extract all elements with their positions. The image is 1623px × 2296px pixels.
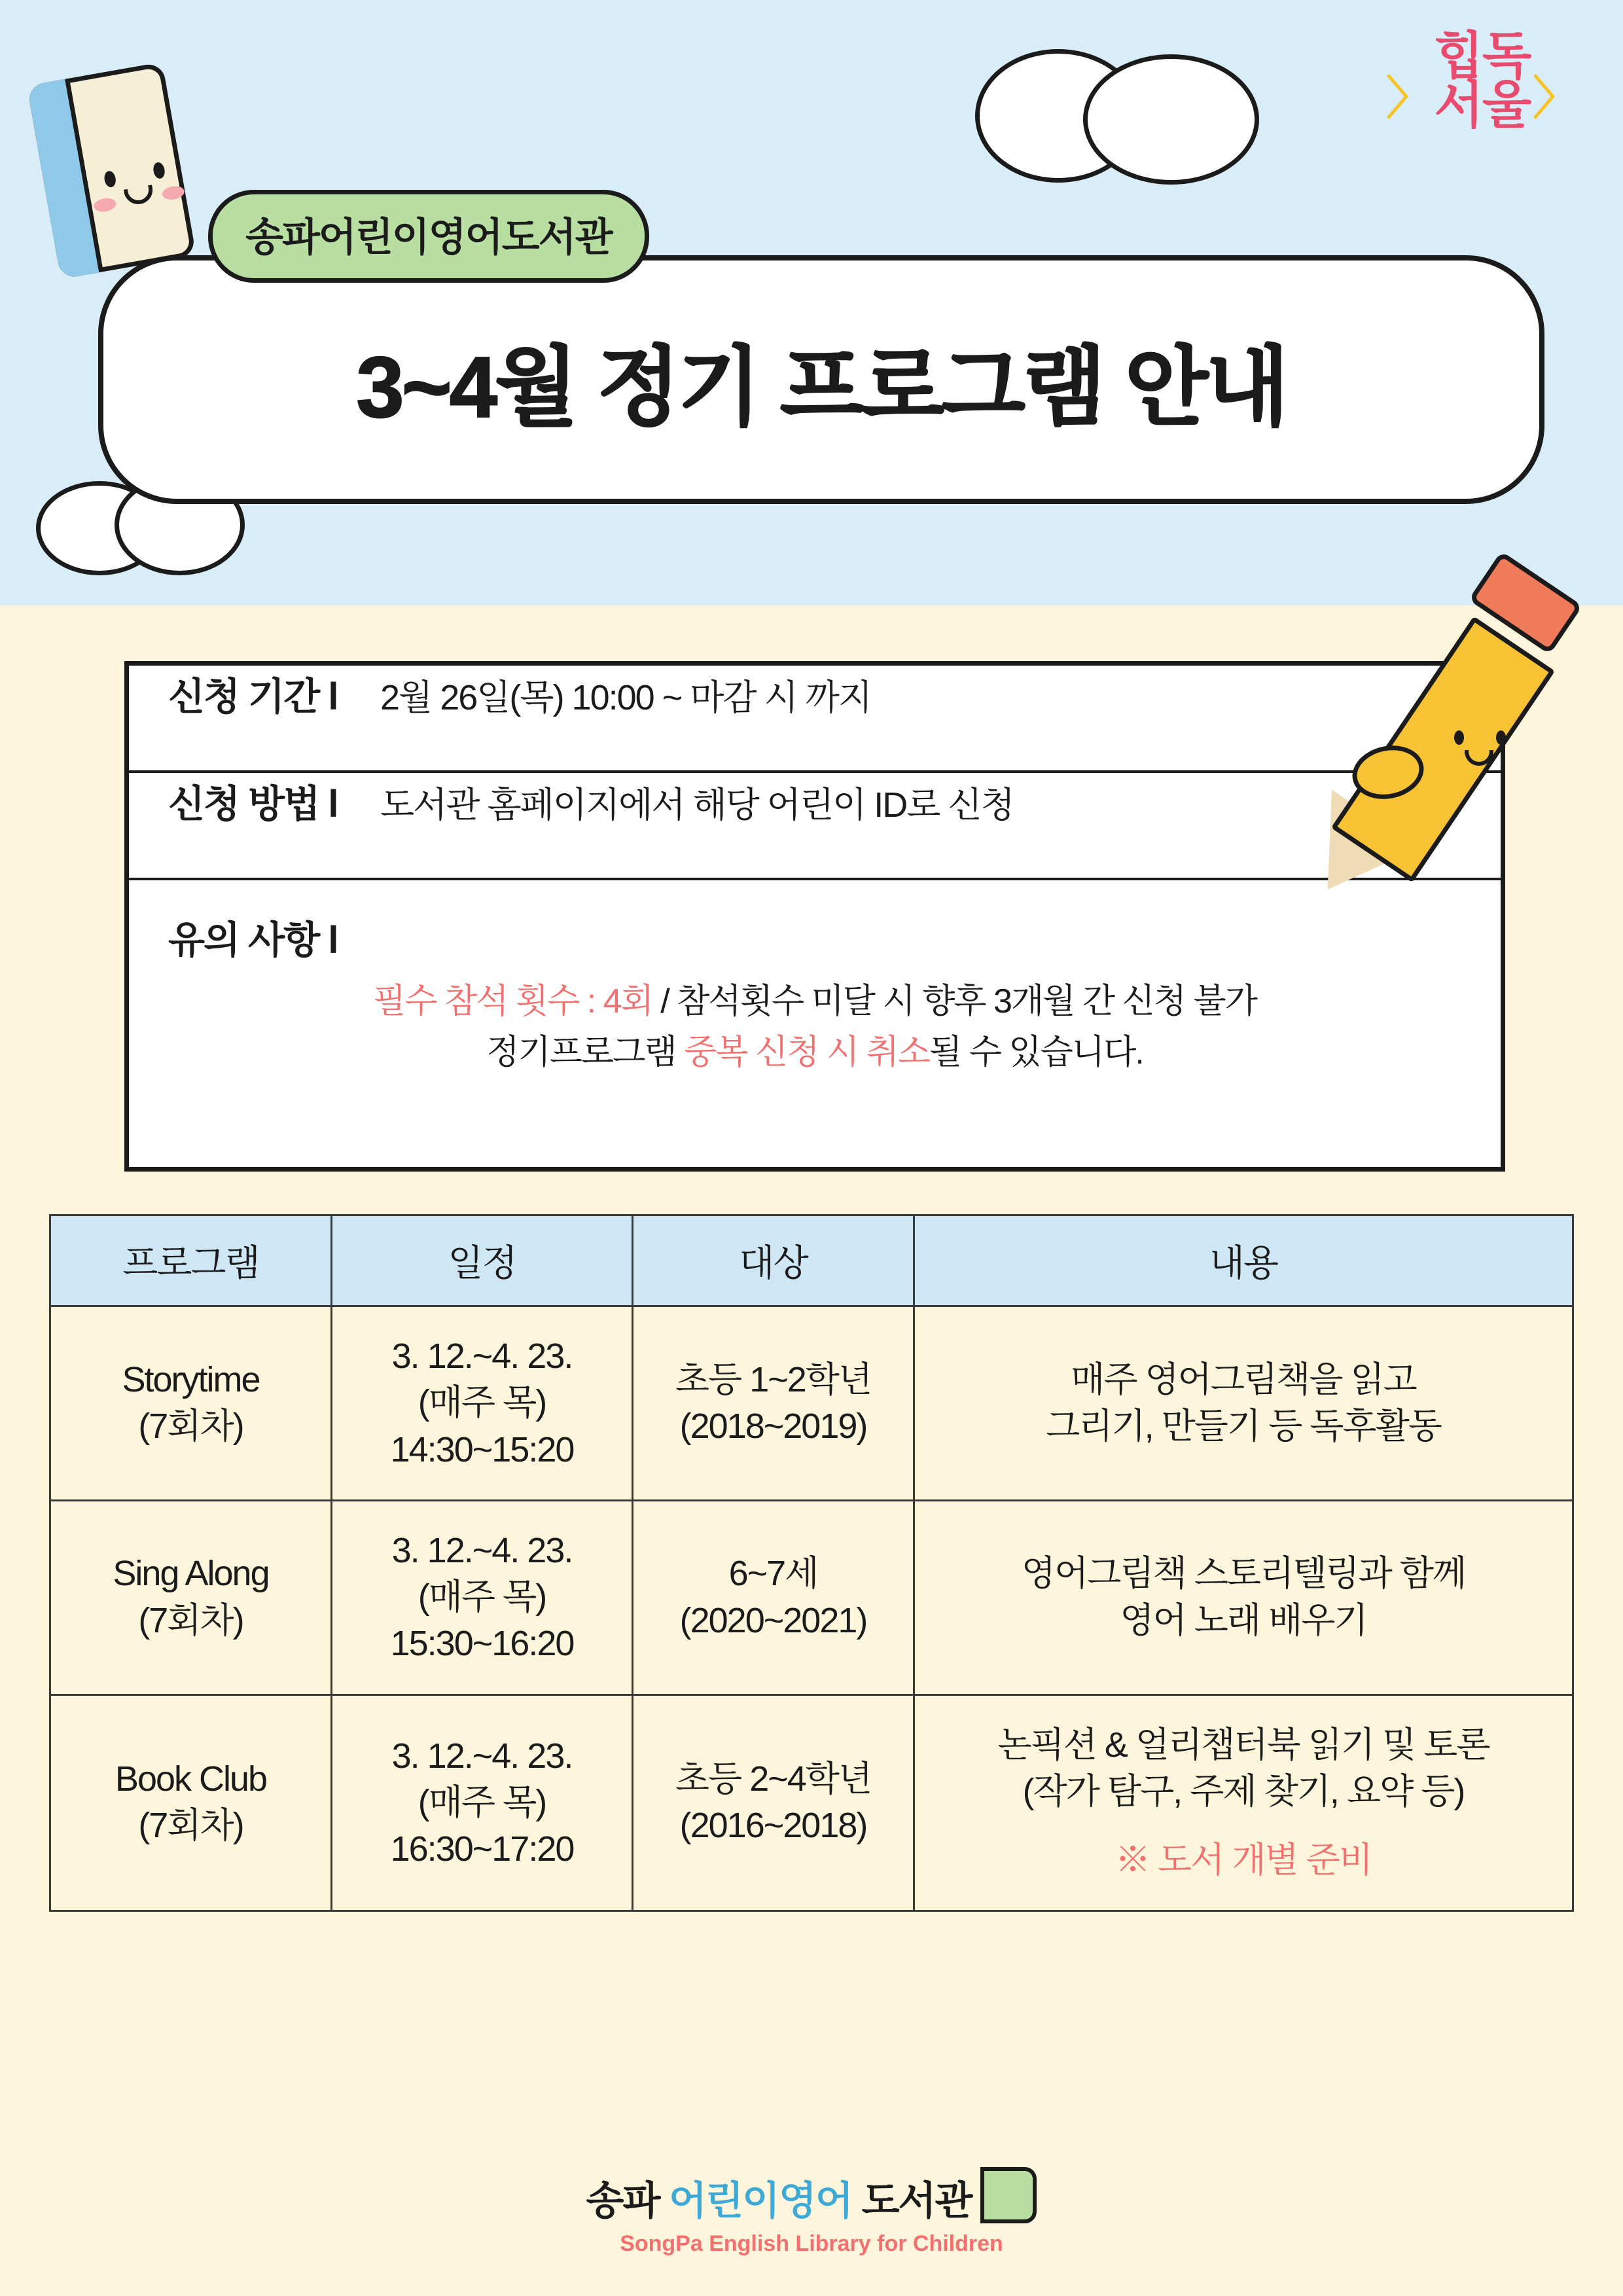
- cell-target: [633, 1306, 914, 1501]
- cell-schedule: [332, 1500, 633, 1695]
- info-label-period: 신청 기간 l: [168, 675, 338, 718]
- library-footer-logo: [0, 2167, 1623, 2257]
- target-birth-year: (2016~2018): [679, 1806, 867, 1846]
- schedule-time: 14:30~15:20: [390, 1429, 574, 1469]
- info-label-method: 신청 방법 l: [168, 783, 338, 825]
- library-name-tag: 송파어린이영어도서관: [208, 190, 649, 283]
- schedule-day: (매주 목): [418, 1782, 546, 1822]
- footer-english-name: SongPa English Library for Children: [620, 2231, 1003, 2256]
- program-schedule-table: [49, 1214, 1574, 1912]
- page-title: 3~4월 정기 프로그램 안내: [356, 339, 1287, 435]
- hipdok-seoul-logo: [1386, 27, 1578, 162]
- notice-text: [129, 964, 1501, 1078]
- schedule-date: 3. 12.~4. 23.: [391, 1336, 573, 1376]
- schedule-day: (매주 목): [418, 1577, 546, 1617]
- notice-line-2: [168, 1027, 1461, 1078]
- target-grade: 6~7세: [728, 1554, 818, 1594]
- cell-program: [50, 1306, 332, 1501]
- info-row-period: [129, 666, 1501, 773]
- content-line-2: 영어 노래 배우기: [1120, 1600, 1367, 1640]
- target-birth-year: (2020~2021): [679, 1600, 867, 1640]
- content-line-1: 매주 영어그림책을 읽고: [1071, 1359, 1416, 1399]
- footer-ko-suffix: 도서관: [851, 2179, 972, 2223]
- schedule-date: 3. 12.~4. 23.: [391, 1736, 573, 1776]
- notice-line2-suffix: 될 수 있습니다.: [929, 1033, 1143, 1071]
- hipdok-logo-line1: 힙독: [1434, 27, 1531, 84]
- application-info-box: [124, 661, 1505, 1172]
- program-sessions: (7회차): [138, 1600, 243, 1640]
- content-line-2: 그리기, 만들기 등 독후활동: [1046, 1406, 1441, 1446]
- open-book-icon: [980, 2167, 1037, 2223]
- table-header-schedule: 일정: [332, 1215, 633, 1306]
- cell-content: [914, 1695, 1573, 1911]
- target-grade: 초등 2~4학년: [675, 1759, 872, 1799]
- content-line-1: 영어그림책 스토리텔링과 함께: [1021, 1554, 1466, 1594]
- schedule-time: 15:30~16:20: [390, 1624, 574, 1664]
- footer-korean-name: [0, 2167, 1623, 2226]
- program-name: Storytime: [122, 1359, 260, 1399]
- footer-ko-accent: 어린이영어: [669, 2179, 852, 2223]
- info-value-period: 2월 26일(목) 10:00 ~ 마감 시 까지: [380, 678, 872, 717]
- table-row: [50, 1695, 1573, 1911]
- schedule-time: 16:30~17:20: [390, 1829, 574, 1869]
- pencil-mascot-icon: [1315, 615, 1623, 956]
- content-note: ※ 도서 개별 준비: [1115, 1840, 1372, 1880]
- cell-program: [50, 1695, 332, 1911]
- notice-duplicate-warning: 중복 신청 시 취소: [684, 1033, 930, 1071]
- notice-line1-rest: / 참석횟수 미달 시 향후 3개월 간 신청 불가: [652, 982, 1257, 1020]
- table-header-content: 내용: [914, 1215, 1573, 1306]
- notice-label: 유의 사항 l: [168, 919, 338, 961]
- target-birth-year: (2018~2019): [679, 1406, 867, 1446]
- target-grade: 초등 1~2학년: [675, 1359, 872, 1399]
- footer-ko-prefix: 송파: [586, 2179, 669, 2223]
- table-row: [50, 1306, 1573, 1501]
- content-line-1: 논픽션 & 얼리챕터북 읽기 및 토론: [997, 1725, 1489, 1765]
- table-header-row: [50, 1215, 1573, 1306]
- table-row: [50, 1500, 1573, 1695]
- chevron-left-icon: 〉: [1386, 73, 1432, 124]
- chevron-right-icon: 〉: [1533, 73, 1578, 124]
- cell-program: [50, 1500, 332, 1695]
- schedule-date: 3. 12.~4. 23.: [391, 1530, 573, 1570]
- program-name: Book Club: [115, 1759, 267, 1799]
- notice-line2-prefix: 정기프로그램: [486, 1033, 685, 1071]
- cell-target: [633, 1695, 914, 1911]
- program-name: Sing Along: [113, 1554, 269, 1594]
- poster-title-box: [98, 255, 1544, 504]
- schedule-day: (매주 목): [418, 1383, 546, 1423]
- poster-header: [0, 0, 1623, 605]
- cell-content: [914, 1500, 1573, 1695]
- cell-target: [633, 1500, 914, 1695]
- table-header-program: 프로그램: [50, 1215, 332, 1306]
- cloud-decoration-top: [975, 36, 1250, 177]
- info-value-method: 도서관 홈페이지에서 해당 어린이 ID로 신청: [380, 785, 1014, 825]
- cell-content: [914, 1306, 1573, 1501]
- cell-schedule: [332, 1306, 633, 1501]
- notice-line-1: [168, 976, 1461, 1027]
- program-sessions: (7회차): [138, 1406, 243, 1446]
- program-sessions: (7회차): [138, 1806, 243, 1846]
- table-header-target: 대상: [633, 1215, 914, 1306]
- content-line-2: (작가 탐구, 주제 찾기, 요약 등): [1022, 1771, 1465, 1811]
- hipdok-logo-line2: 서울: [1434, 75, 1531, 134]
- cell-schedule: [332, 1695, 633, 1911]
- notice-required-count: 필수 참석 횟수 : 4회: [373, 982, 652, 1020]
